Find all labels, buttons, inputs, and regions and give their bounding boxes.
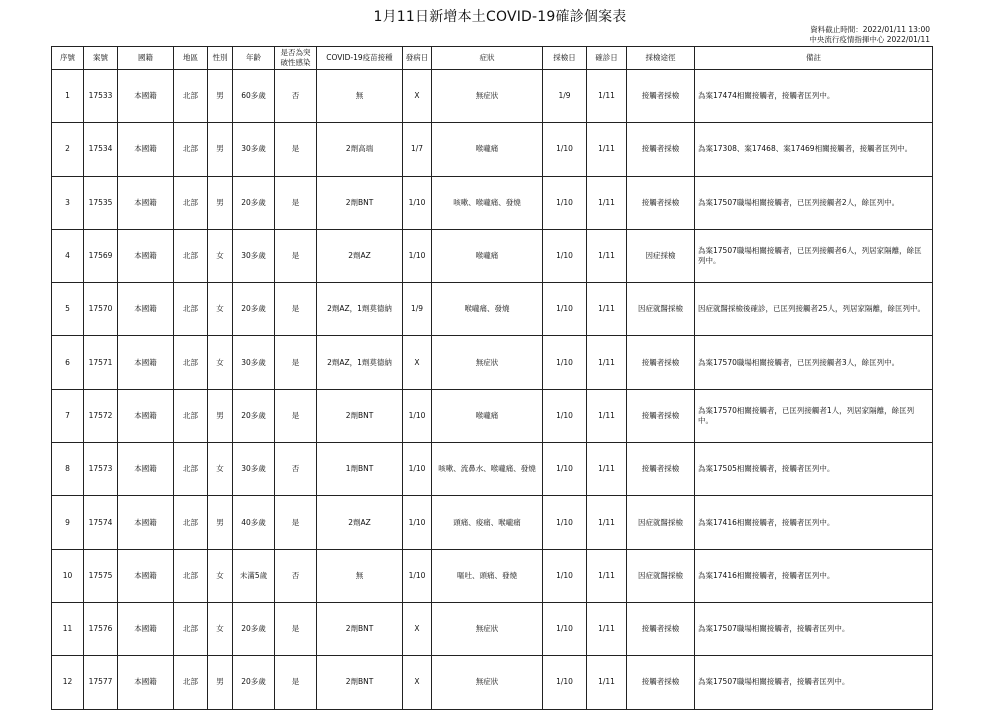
cell-sample-date: 1/10 <box>543 549 587 602</box>
cell-region: 北部 <box>174 283 208 336</box>
table-row <box>52 123 933 176</box>
header-confirm-date: 確診日 <box>587 47 627 70</box>
cell-confirm-date: 1/11 <box>587 123 627 176</box>
cell-symptoms: 咳嗽、喉嚨痛、發燒 <box>432 176 543 229</box>
cell-region: 北部 <box>174 229 208 282</box>
cell-region: 北部 <box>174 70 208 123</box>
cell-sample-route: 接觸者採檢 <box>627 176 695 229</box>
cell-sample-route: 因症就醫採檢 <box>627 283 695 336</box>
table-row <box>52 283 933 336</box>
cell-confirm-date: 1/11 <box>587 283 627 336</box>
cell-sample-date: 1/10 <box>543 229 587 282</box>
cell-onset: X <box>403 70 432 123</box>
header-nationality: 國籍 <box>118 47 174 70</box>
cell-symptoms: 喉嚨痛 <box>432 389 543 442</box>
cell-confirm-date: 1/11 <box>587 176 627 229</box>
cell-vaccine: 2劑BNT <box>317 656 403 709</box>
cell-confirm-date: 1/11 <box>587 602 627 655</box>
cell-nationality: 本國籍 <box>118 389 174 442</box>
cell-notes: 為案17570相關接觸者，已匡列接觸者1人，列居家隔離，餘匡列中。 <box>695 389 933 442</box>
cell-sample-date: 1/10 <box>543 496 587 549</box>
cell-case-no: 17577 <box>84 656 118 709</box>
cell-seq: 3 <box>52 176 84 229</box>
cell-sex: 女 <box>208 229 233 282</box>
cell-breakthrough: 是 <box>275 229 317 282</box>
cell-notes: 為案17308、案17468、案17469相關接觸者，接觸者匡列中。 <box>695 123 933 176</box>
cell-vaccine: 1劑BNT <box>317 443 403 496</box>
cell-confirm-date: 1/11 <box>587 70 627 123</box>
cell-vaccine: 2劑BNT <box>317 176 403 229</box>
report-meta <box>809 25 930 45</box>
cell-notes: 為案17507職場相關接觸者，接觸者匡列中。 <box>695 602 933 655</box>
cell-breakthrough: 是 <box>275 602 317 655</box>
cell-region: 北部 <box>174 549 208 602</box>
cell-sex: 男 <box>208 656 233 709</box>
cell-case-no: 17533 <box>84 70 118 123</box>
header-onset: 發病日 <box>403 47 432 70</box>
cell-sample-date: 1/10 <box>543 443 587 496</box>
cell-nationality: 本國籍 <box>118 549 174 602</box>
cell-region: 北部 <box>174 176 208 229</box>
data-cutoff-time: 資料截止時間：2022/01/11 13:00 <box>810 25 930 34</box>
cell-nationality: 本國籍 <box>118 123 174 176</box>
cell-breakthrough: 是 <box>275 176 317 229</box>
cell-sample-route: 接觸者採檢 <box>627 336 695 389</box>
cell-onset: 1/10 <box>403 549 432 602</box>
table-row <box>52 336 933 389</box>
header-sex: 性別 <box>208 47 233 70</box>
cell-sex: 女 <box>208 602 233 655</box>
cell-sample-date: 1/10 <box>543 123 587 176</box>
cell-sample-date: 1/10 <box>543 656 587 709</box>
table-row <box>52 389 933 442</box>
cell-symptoms: 無症狀 <box>432 70 543 123</box>
cell-confirm-date: 1/11 <box>587 496 627 549</box>
cell-onset: X <box>403 602 432 655</box>
cell-nationality: 本國籍 <box>118 656 174 709</box>
cell-sample-route: 接觸者採檢 <box>627 656 695 709</box>
table-header-row <box>52 47 933 70</box>
cell-case-no: 17576 <box>84 602 118 655</box>
data-source: 中央流行疫情指揮中心 2022/01/11 <box>809 35 930 44</box>
cell-age: 30多歲 <box>233 229 275 282</box>
cell-vaccine: 2劑BNT <box>317 389 403 442</box>
cell-region: 北部 <box>174 496 208 549</box>
cell-case-no: 17574 <box>84 496 118 549</box>
cell-seq: 8 <box>52 443 84 496</box>
cell-breakthrough: 否 <box>275 70 317 123</box>
cell-sex: 男 <box>208 496 233 549</box>
cell-age: 20多歲 <box>233 602 275 655</box>
page-title: 1月11日新增本土COVID-19確診個案表 <box>373 9 627 25</box>
cell-symptoms: 喉嚨痛 <box>432 229 543 282</box>
cell-seq: 7 <box>52 389 84 442</box>
cell-confirm-date: 1/11 <box>587 229 627 282</box>
cell-sex: 男 <box>208 389 233 442</box>
cell-breakthrough: 是 <box>275 283 317 336</box>
cell-region: 北部 <box>174 123 208 176</box>
cell-onset: X <box>403 656 432 709</box>
cell-nationality: 本國籍 <box>118 443 174 496</box>
cell-symptoms: 嘔吐、頭痛、發燒 <box>432 549 543 602</box>
cell-sex: 女 <box>208 283 233 336</box>
cell-age: 20多歲 <box>233 176 275 229</box>
cell-confirm-date: 1/11 <box>587 389 627 442</box>
cell-case-no: 17571 <box>84 336 118 389</box>
cell-sex: 男 <box>208 123 233 176</box>
cell-nationality: 本國籍 <box>118 176 174 229</box>
cell-vaccine: 2劑高端 <box>317 123 403 176</box>
cell-sample-date: 1/10 <box>543 389 587 442</box>
cell-age: 30多歲 <box>233 443 275 496</box>
cell-case-no: 17575 <box>84 549 118 602</box>
cell-case-no: 17573 <box>84 443 118 496</box>
cell-age: 30多歲 <box>233 336 275 389</box>
cell-age: 40多歲 <box>233 496 275 549</box>
cell-sex: 男 <box>208 176 233 229</box>
cell-vaccine: 2劑AZ，1劑莫德納 <box>317 283 403 336</box>
table-row <box>52 656 933 709</box>
cell-seq: 12 <box>52 656 84 709</box>
cell-nationality: 本國籍 <box>118 602 174 655</box>
header-notes: 備註 <box>695 47 933 70</box>
cell-vaccine: 2劑BNT <box>317 602 403 655</box>
cell-sample-date: 1/10 <box>543 176 587 229</box>
cell-notes: 為案17505相關接觸者，接觸者匡列中。 <box>695 443 933 496</box>
cell-case-no: 17535 <box>84 176 118 229</box>
cell-case-no: 17572 <box>84 389 118 442</box>
cell-seq: 2 <box>52 123 84 176</box>
cell-sample-route: 因症採檢 <box>627 229 695 282</box>
header-sample-route: 採檢途徑 <box>627 47 695 70</box>
header-vaccine: COVID-19疫苗接種 <box>317 47 403 70</box>
cell-age: 未滿5歲 <box>233 549 275 602</box>
cell-case-no: 17569 <box>84 229 118 282</box>
cell-breakthrough: 是 <box>275 123 317 176</box>
cell-case-no: 17570 <box>84 283 118 336</box>
cell-seq: 4 <box>52 229 84 282</box>
cell-confirm-date: 1/11 <box>587 549 627 602</box>
cell-symptoms: 喉嚨痛、發燒 <box>432 283 543 336</box>
header-breakthrough: 是否為突破性感染 <box>275 47 317 70</box>
cell-breakthrough: 是 <box>275 389 317 442</box>
cell-seq: 1 <box>52 70 84 123</box>
cell-breakthrough: 否 <box>275 443 317 496</box>
cell-region: 北部 <box>174 336 208 389</box>
cell-sample-route: 接觸者採檢 <box>627 602 695 655</box>
table-row <box>52 443 933 496</box>
cell-sample-route: 接觸者採檢 <box>627 70 695 123</box>
cell-vaccine: 無 <box>317 70 403 123</box>
cell-onset: 1/10 <box>403 443 432 496</box>
cell-notes: 為案17507職場相關接觸者，已匡列接觸者6人，列居家隔離，餘匡列中。 <box>695 229 933 282</box>
cell-onset: 1/7 <box>403 123 432 176</box>
cell-breakthrough: 否 <box>275 549 317 602</box>
cell-sample-route: 因症就醫採檢 <box>627 496 695 549</box>
header-symptoms: 症狀 <box>432 47 543 70</box>
table-row <box>52 70 933 123</box>
header-age: 年齡 <box>233 47 275 70</box>
case-table <box>51 46 933 710</box>
cell-region: 北部 <box>174 602 208 655</box>
cell-sample-date: 1/9 <box>543 70 587 123</box>
cell-notes: 為案17507職場相關接觸者，已匡列接觸者2人，餘匡列中。 <box>695 176 933 229</box>
cell-sex: 女 <box>208 549 233 602</box>
cell-vaccine: 2劑AZ，1劑莫德納 <box>317 336 403 389</box>
cell-sex: 男 <box>208 70 233 123</box>
cell-seq: 9 <box>52 496 84 549</box>
cell-notes: 為案17416相關接觸者，接觸者匡列中。 <box>695 549 933 602</box>
cell-confirm-date: 1/11 <box>587 336 627 389</box>
cell-age: 20多歲 <box>233 389 275 442</box>
cell-region: 北部 <box>174 389 208 442</box>
cell-nationality: 本國籍 <box>118 496 174 549</box>
cell-sample-route: 接觸者採檢 <box>627 123 695 176</box>
cell-sample-date: 1/10 <box>543 602 587 655</box>
cell-case-no: 17534 <box>84 123 118 176</box>
cell-notes: 為案17416相關接觸者，接觸者匡列中。 <box>695 496 933 549</box>
cell-seq: 6 <box>52 336 84 389</box>
cell-nationality: 本國籍 <box>118 336 174 389</box>
cell-seq: 11 <box>52 602 84 655</box>
table-row <box>52 602 933 655</box>
cell-notes: 因症就醫採檢後確診，已匡列接觸者25人，列居家隔離，餘匡列中。 <box>695 283 933 336</box>
cell-sex: 女 <box>208 336 233 389</box>
cell-nationality: 本國籍 <box>118 283 174 336</box>
cell-region: 北部 <box>174 656 208 709</box>
cell-age: 60多歲 <box>233 70 275 123</box>
cell-vaccine: 2劑AZ <box>317 496 403 549</box>
cell-age: 20多歲 <box>233 656 275 709</box>
cell-region: 北部 <box>174 443 208 496</box>
cell-breakthrough: 是 <box>275 336 317 389</box>
header-case-no: 案號 <box>84 47 118 70</box>
cell-confirm-date: 1/11 <box>587 443 627 496</box>
cell-symptoms: 無症狀 <box>432 656 543 709</box>
table-row <box>52 229 933 282</box>
table-row <box>52 176 933 229</box>
cell-seq: 10 <box>52 549 84 602</box>
cell-age: 30多歲 <box>233 123 275 176</box>
header-seq: 序號 <box>52 47 84 70</box>
cell-seq: 5 <box>52 283 84 336</box>
cell-nationality: 本國籍 <box>118 70 174 123</box>
cell-notes: 為案17474相關接觸者，接觸者匡列中。 <box>695 70 933 123</box>
header-region: 地區 <box>174 47 208 70</box>
cell-notes: 為案17507職場相關接觸者，接觸者匡列中。 <box>695 656 933 709</box>
cell-confirm-date: 1/11 <box>587 656 627 709</box>
cell-symptoms: 喉嚨痛 <box>432 123 543 176</box>
cell-breakthrough: 是 <box>275 656 317 709</box>
cell-sample-route: 因症就醫採檢 <box>627 549 695 602</box>
cell-age: 20多歲 <box>233 283 275 336</box>
cell-symptoms: 無症狀 <box>432 336 543 389</box>
cell-onset: 1/10 <box>403 229 432 282</box>
header-sample-date: 採檢日 <box>543 47 587 70</box>
cell-nationality: 本國籍 <box>118 229 174 282</box>
table-row <box>52 549 933 602</box>
cell-onset: 1/10 <box>403 496 432 549</box>
cell-onset: 1/9 <box>403 283 432 336</box>
cell-vaccine: 無 <box>317 549 403 602</box>
cell-onset: X <box>403 336 432 389</box>
cell-breakthrough: 是 <box>275 496 317 549</box>
cell-vaccine: 2劑AZ <box>317 229 403 282</box>
cell-sex: 女 <box>208 443 233 496</box>
table-row <box>52 496 933 549</box>
cell-notes: 為案17570職場相關接觸者，已匡列接觸者3人，餘匡列中。 <box>695 336 933 389</box>
cell-sample-route: 接觸者採檢 <box>627 443 695 496</box>
cell-symptoms: 無症狀 <box>432 602 543 655</box>
cell-sample-route: 接觸者採檢 <box>627 389 695 442</box>
cell-sample-date: 1/10 <box>543 283 587 336</box>
cell-symptoms: 頭痛、痠痛、喉嚨痛 <box>432 496 543 549</box>
cell-onset: 1/10 <box>403 176 432 229</box>
cell-symptoms: 咳嗽、流鼻水、喉嚨痛、發燒 <box>432 443 543 496</box>
cell-sample-date: 1/10 <box>543 336 587 389</box>
cell-onset: 1/10 <box>403 389 432 442</box>
